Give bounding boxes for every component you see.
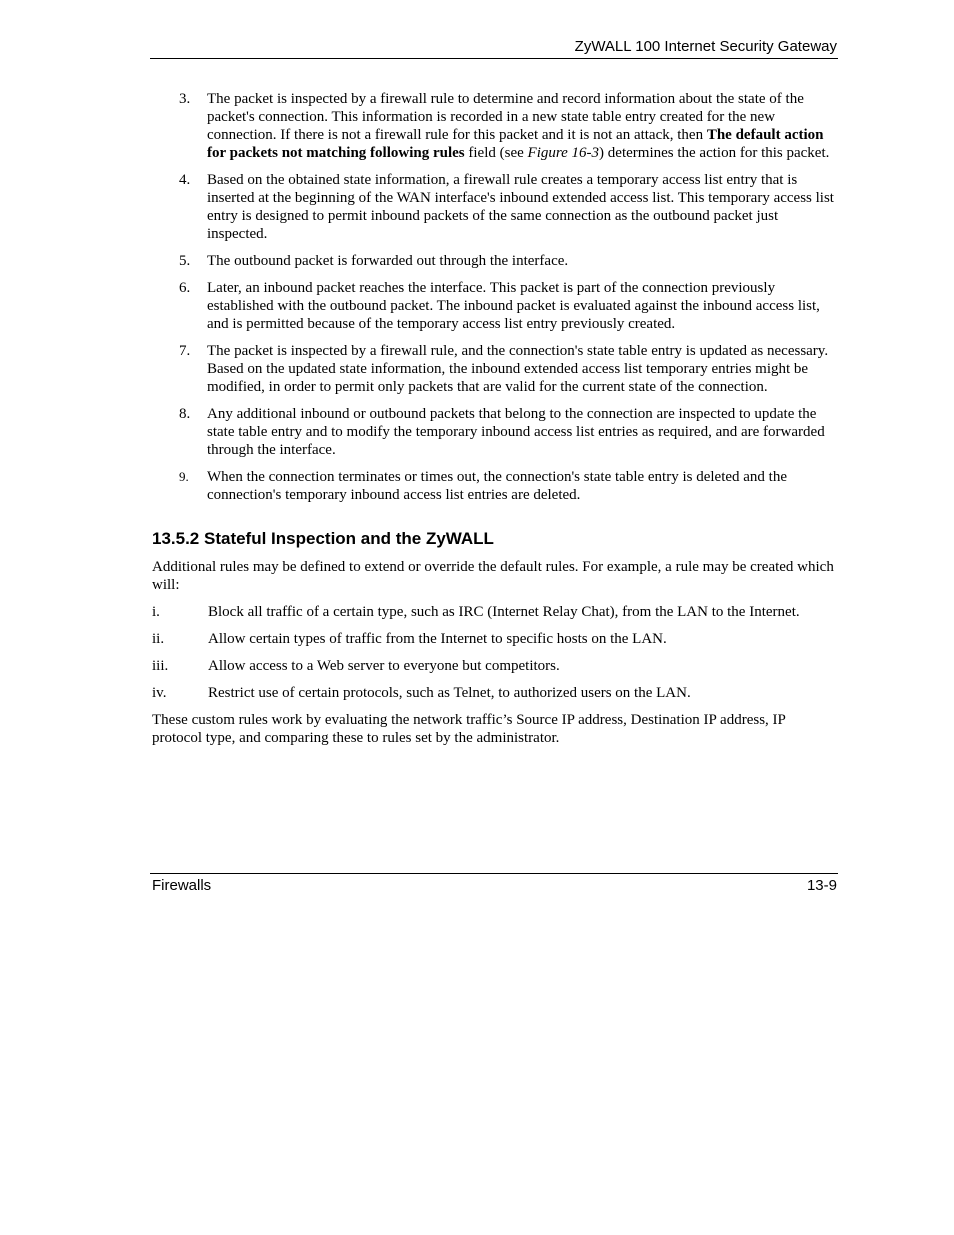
roman-list-item — [152, 684, 838, 702]
footer-page-number: 13-9 — [806, 877, 837, 894]
roman-list — [152, 603, 838, 702]
step-number: 5. — [179, 253, 191, 269]
field-name-bold: The default action for packets not matching following rules — [207, 127, 824, 161]
header-title: ZyWALL 100 Internet Security Gateway — [574, 38, 837, 55]
step-text-segment: field (see — [464, 145, 528, 161]
roman-item-text: Block all traffic of a certain type, such as IRC (Internet Relay Chat), from the LAN to the Internet. — [208, 604, 800, 620]
step-item — [152, 468, 838, 504]
roman-numeral: iii. — [152, 658, 169, 674]
step-text — [207, 171, 838, 243]
step-number: 3. — [179, 91, 191, 107]
step-item — [152, 90, 838, 162]
step-text — [207, 279, 838, 333]
roman-numeral: iv. — [152, 685, 167, 701]
step-text-segment: The packet is inspected by a firewall rule, and the connection's state table entry is updated as necessary. Based on the updated state information, the inbound extended access list temporary entries might be modified, in order to permit only packets that are valid for the current state of the connection. — [207, 343, 829, 395]
roman-numeral: ii. — [152, 631, 165, 647]
roman-list-item — [152, 657, 838, 675]
step-text-segment: Later, an inbound packet reaches the interface. This packet is part of the connection previously established with the outbound packet. The inbound packet is evaluated against the inbound access list, and is permitted because of the temporary access list entry previously created. — [207, 280, 820, 332]
step-text — [207, 252, 838, 270]
roman-numeral: i. — [152, 604, 160, 620]
step-text-segment: ) determines the action for this packet. — [599, 145, 830, 161]
step-number: 8. — [179, 406, 191, 422]
section-intro: Additional rules may be defined to extend or override the default rules. For example, a rule may be created which will: — [152, 559, 834, 593]
step-text-segment: The packet is inspected by a firewall rule to determine and record information about the state of the packet's connection. This information is recorded in a new state table entry created for the new connection. If there is not a firewall rule for this packet and it is not an attack, then — [207, 91, 804, 143]
step-item — [152, 342, 838, 396]
step-text-segment: Based on the obtained state information, a firewall rule creates a temporary access list entry that is inserted at the beginning of the WAN interface's inbound extended access list. This temporary access list entry is designed to permit inbound packets of the same connection as the outbound packet just inspected. — [207, 172, 834, 242]
footer-chapter: Firewalls — [152, 877, 212, 894]
step-text-segment: The outbound packet is forwarded out through the interface. — [207, 253, 569, 269]
roman-item-text: Allow certain types of traffic from the Internet to specific hosts on the LAN. — [208, 631, 667, 647]
step-number: 4. — [179, 172, 191, 188]
step-item — [152, 171, 838, 243]
figure-reference: Figure 16-3 — [527, 145, 600, 161]
roman-item-text: Allow access to a Web server to everyone but competitors. — [208, 658, 560, 674]
page-content — [152, 90, 838, 756]
page-footer — [150, 873, 838, 896]
step-item — [152, 405, 838, 459]
numbered-steps-list — [152, 90, 838, 504]
step-number: 7. — [179, 343, 191, 359]
section-outro: These custom rules work by evaluating the network traffic’s Source IP address, Destination IP address, IP protocol type, and comparing these to rules set by the administrator. — [152, 712, 786, 746]
page-header — [150, 37, 838, 59]
roman-list-item — [152, 603, 838, 621]
step-item — [152, 279, 838, 333]
step-text — [207, 342, 838, 396]
roman-item-text: Restrict use of certain protocols, such as Telnet, to authorized users on the LAN. — [208, 685, 691, 701]
step-text-segment: When the connection terminates or times out, the connection's state table entry is deleted and the connection's temporary inbound access list entries are deleted. — [207, 469, 788, 503]
step-text-segment: Any additional inbound or outbound packets that belong to the connection are inspected to update the state table entry and to modify the temporary inbound access list entries as required, and are forwarded through the interface. — [207, 406, 825, 458]
step-number: 6. — [179, 280, 191, 296]
roman-list-item — [152, 630, 838, 648]
section-heading: 13.5.2 Stateful Inspection and the ZyWALL — [152, 529, 494, 548]
step-text — [207, 405, 838, 459]
step-item — [152, 252, 838, 270]
step-text — [207, 468, 838, 504]
step-text — [207, 90, 838, 162]
step-number: 9. — [179, 469, 189, 484]
